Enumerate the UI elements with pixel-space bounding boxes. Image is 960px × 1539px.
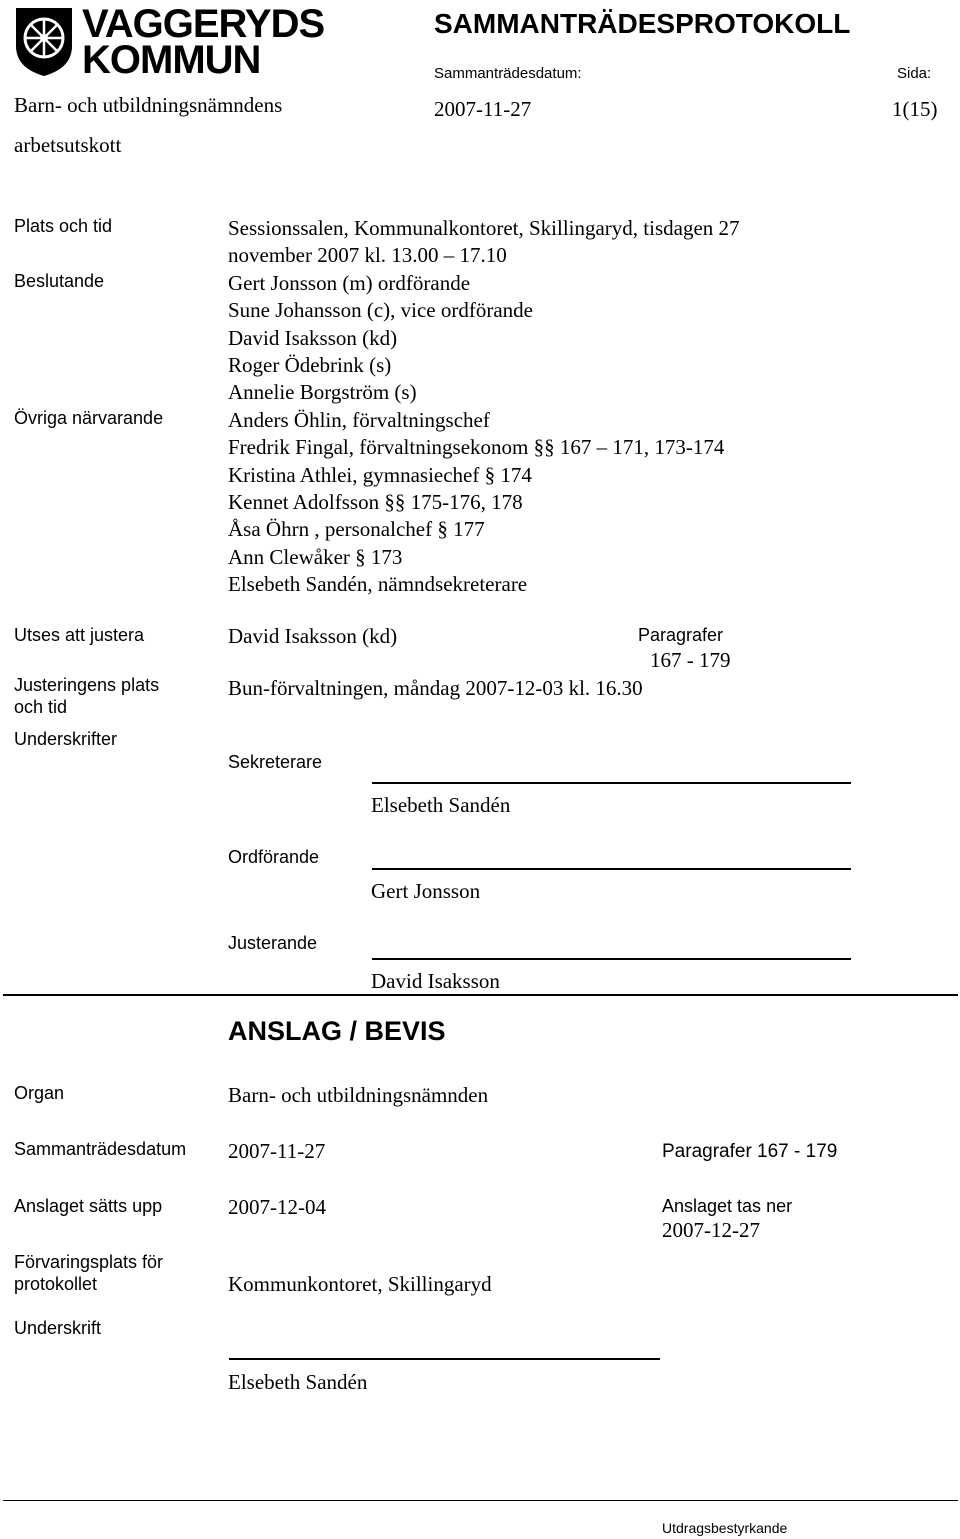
chair-name: Gert Jonsson <box>371 879 481 903</box>
posted-label: Anslaget sätts upp <box>14 1196 163 1216</box>
adjust-place-value: Bun-förvaltningen, måndag 2007-12-03 kl. 16.30 <box>228 676 643 700</box>
adjust-place-label-line-2: och tid <box>14 697 68 717</box>
organization-name-line-1: Barn- och utbildningsnämndens <box>14 93 283 117</box>
chair-signature-line <box>372 868 851 870</box>
secretary-signature-line <box>372 782 851 784</box>
adjuster-label: Utses att justera <box>14 625 145 645</box>
adjuster-name: David Isaksson <box>371 969 500 993</box>
adjuster-signature-line <box>372 958 851 960</box>
section-divider <box>3 994 958 996</box>
document-title: SAMMANTRÄDESPROTOKOLL <box>434 8 851 39</box>
notice-date-label: Sammanträdesdatum <box>14 1139 187 1159</box>
place-time-label: Plats och tid <box>14 216 113 236</box>
notice-signature-label: Underskrift <box>14 1318 102 1338</box>
secretary-label: Sekreterare <box>228 752 323 772</box>
deciding-member: Roger Ödebrink (s) <box>228 353 392 378</box>
storage-label-line-1: Förvaringsplats för <box>14 1252 164 1272</box>
notice-signature-line <box>229 1358 660 1360</box>
removed-label: Anslaget tas ner <box>662 1196 793 1216</box>
adjust-place-label-line-1: Justeringens plats <box>14 675 160 695</box>
chair-label: Ordförande <box>228 847 320 867</box>
storage-label-line-2: protokollet <box>14 1274 98 1294</box>
deciding-member: Gert Jonsson (m) ordförande <box>228 270 471 295</box>
secretary-name: Elsebeth Sandén <box>371 793 511 817</box>
signatures-label: Underskrifter <box>14 729 118 749</box>
storage-value: Kommunkontoret, Skillingaryd <box>228 1272 492 1296</box>
deciding-member: David Isaksson (kd) <box>228 325 398 350</box>
notice-title: ANSLAG / BEVIS <box>228 1016 446 1046</box>
other-attendee: Elsebeth Sandén, nämndsekreterare <box>228 572 528 597</box>
adjuster-value: David Isaksson (kd) <box>228 624 398 648</box>
paragraphs-value: 167 - 179 <box>650 648 731 672</box>
municipal-crest-icon <box>14 6 74 78</box>
organization-name-line-2: arbetsutskott <box>14 133 122 157</box>
other-attendee: Anders Öhlin, förvaltningschef <box>228 407 490 432</box>
page-label: Sida: <box>897 65 932 82</box>
others-present-label: Övriga närvarande <box>14 408 164 428</box>
other-attendee: Kristina Athlei, gymnasiechef § 174 <box>228 462 532 487</box>
logo-line-1: VAGGERYDS <box>82 2 325 46</box>
deciding-label: Beslutande <box>14 271 105 291</box>
notice-paragraphs: Paragrafer 167 - 179 <box>662 1141 838 1162</box>
other-attendee: Fredrik Fingal, förvaltningsekonom §§ 167 – 171, 173-174 <box>228 435 725 460</box>
place-time-line-2: november 2007 kl. 13.00 – 17.10 <box>228 243 507 268</box>
place-time-line-1: Sessionssalen, Kommunalkontoret, Skillingaryd, tisdagen 27 <box>228 216 740 240</box>
organ-value: Barn- och utbildningsnämnden <box>228 1083 489 1107</box>
meeting-details <box>228 215 740 599</box>
deciding-member: Annelie Borgström (s) <box>228 380 417 405</box>
footer-divider <box>3 1500 958 1501</box>
logo-line-2: KOMMUN <box>82 38 261 82</box>
other-attendee: Kennet Adolfsson §§ 175-176, 178 <box>228 490 523 515</box>
notice-date-value: 2007-11-27 <box>228 1139 326 1163</box>
adjuster-signature-label: Justerande <box>228 933 318 953</box>
paragraphs-label: Paragrafer <box>638 625 724 645</box>
date-label: Sammanträdesdatum: <box>434 65 582 82</box>
footer-certification: Utdragsbestyrkande <box>662 1520 788 1536</box>
deciding-member: Sune Johansson (c), vice ordförande <box>228 298 533 323</box>
posted-value: 2007-12-04 <box>228 1195 326 1219</box>
notice-signature-name: Elsebeth Sandén <box>228 1370 368 1394</box>
other-attendee: Ann Clewåker § 173 <box>228 544 403 569</box>
organ-label: Organ <box>14 1083 65 1103</box>
other-attendee: Åsa Öhrn , personalchef § 177 <box>228 517 485 542</box>
removed-value: 2007-12-27 <box>662 1218 760 1242</box>
page-number: 1(15) <box>892 97 938 121</box>
meeting-date: 2007-11-27 <box>434 97 532 121</box>
